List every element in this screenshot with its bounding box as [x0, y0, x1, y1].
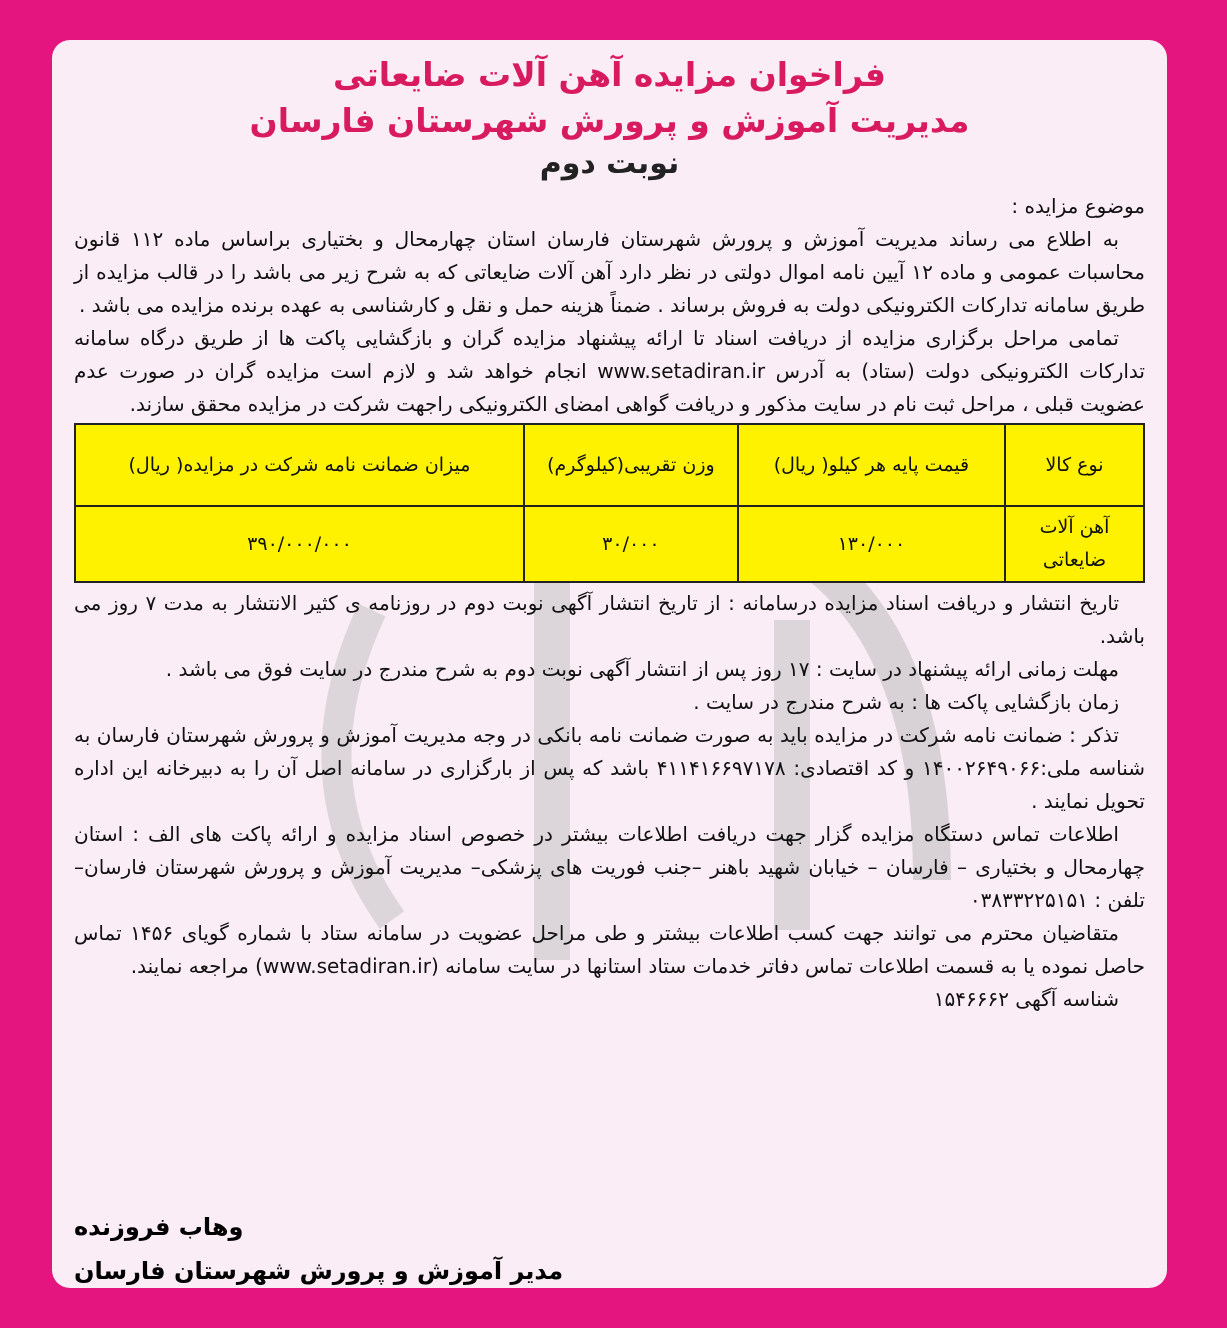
ad-id: شناسه آگهی ۱۵۴۶۶۶۲ [933, 987, 1119, 1011]
cell-weight: ۳۰/۰۰۰ [524, 506, 738, 582]
header-base-price: قیمت پایه هر کیلو( ریال) [738, 424, 1005, 506]
bid-deadline: مهلت زمانی ارائه پیشنهاد در سایت : ۱۷ روز پس از انتشار آگهی نوبت دوم به شرح مندرج در سایت فوق می باشد . [165, 657, 1119, 681]
publish-date: تاریخ انتشار و دریافت اسناد مزایده درسامانه : از تاریخ انتشار آگهی نوبت دوم در روزنامه ی کثیر الانتشار به مدت ۷ روز می باشد. [74, 591, 1145, 648]
paragraph-process: تمامی مراحل برگزاری مزایده از دریافت اسناد تا ارائه پیشنهاد مزایده گران و بازگشایی پاکت ها از طریق درگاه سامانه تدارکات الکترونیکی دولت (ستاد) به آدرس www.setadiran.ir انجام خواهد شد و لازم است مزایده گران در صورت عدم عضویت قبلی ، مراحل ثبت نام در سایت مذکور و دریافت گواهی امضای الکترونیکی راجهت شرکت در مزایده محقق سازند. [74, 326, 1145, 416]
round-label: نوبت دوم [539, 146, 680, 181]
auction-table [74, 423, 1145, 583]
signer-name: وهاب فروزنده [74, 1213, 244, 1241]
signature [74, 1205, 563, 1288]
subject-label: موضوع مزایده : [1011, 194, 1145, 218]
notice [52, 40, 1167, 1288]
title-line-1: فراخوان مزایده آهن آلات ضایعاتی [333, 55, 886, 94]
cell-guarantee: ۳۹۰/۰۰۰/۰۰۰ [75, 506, 524, 582]
paragraph-intro: به اطلاع می رساند مدیریت آموزش و پرورش شهرستان فارسان استان چهارمحال و بختیاری براساس ماده ۱۱۲ قانون محاسبات عمومی و ماده ۱۲ آیین نامه اموال دولتی در نظر دارد آهن آلات ضایعاتی که به شرح زیر می باشد را در قالب مزایده از طریق سامانه تدارکات الکترونیکی دولت به فروش برساند . ضمناً هزینه حمل و نقل و کارشناسی به عهده برنده مزایده می باشد . [74, 227, 1146, 317]
applicant-info: متقاضیان محترم می توانند جهت کسب اطلاعات بیشتر و طی مراحل عضویت در سامانه ستاد با شماره گویای ۱۴۵۶ تماس حاصل نموده یا به قسمت اطلاعات تماس دفاتر خدمات ستاد استانها در سایت سامانه (www.setadiran.ir) مراجعه نمایند. [74, 921, 1145, 978]
header-item: نوع کالا [1005, 424, 1144, 506]
header-weight: وزن تقریبی(کیلوگرم) [524, 424, 738, 506]
contact-info: اطلاعات تماس دستگاه مزایده گزار جهت دریافت اطلاعات بیشتر در خصوص اسناد مزایده و ارائه پاکت های الف : استان چهارمحال و بختیاری – فارسان – خیابان شهید باهنر –جنب فوریت های پزشکی– مدیریت آموزش و پرورش شهرستان فارسان– تلفن : ۰۳۸۳۳۲۲۵۱۵۱ [74, 822, 1145, 912]
cell-item: آهن آلات ضایعاتی [1005, 506, 1144, 582]
table-row [75, 506, 1144, 582]
opening-time: زمان بازگشایی پاکت ها : به شرح مندرج در سایت . [693, 690, 1119, 714]
header-guarantee: میزان ضمانت نامه شرکت در مزایده( ریال) [75, 424, 524, 506]
cell-base-price: ۱۳۰/۰۰۰ [738, 506, 1005, 582]
guarantee-note: تذکر : ضمانت نامه شرکت در مزایده باید به صورت ضمانت نامه بانکی در وجه مدیریت آموزش و پرورش شهرستان فارسان به شناسه ملی:۱۴۰۰۲۶۴۹۰۶۶ و کد اقتصادی: ۴۱۱۴۱۶۶۹۷۱۷۸ باشد که پس از بارگزاری در سامانه اصل آن را به دبیرخانه این اداره تحویل نمایند . [74, 723, 1145, 813]
signer-role: مدیر آموزش و پرورش شهرستان فارسان [74, 1257, 564, 1285]
title-line-2: مدیریت آموزش و پرورش شهرستان فارسان [249, 101, 970, 140]
table-header-row [75, 424, 1144, 506]
